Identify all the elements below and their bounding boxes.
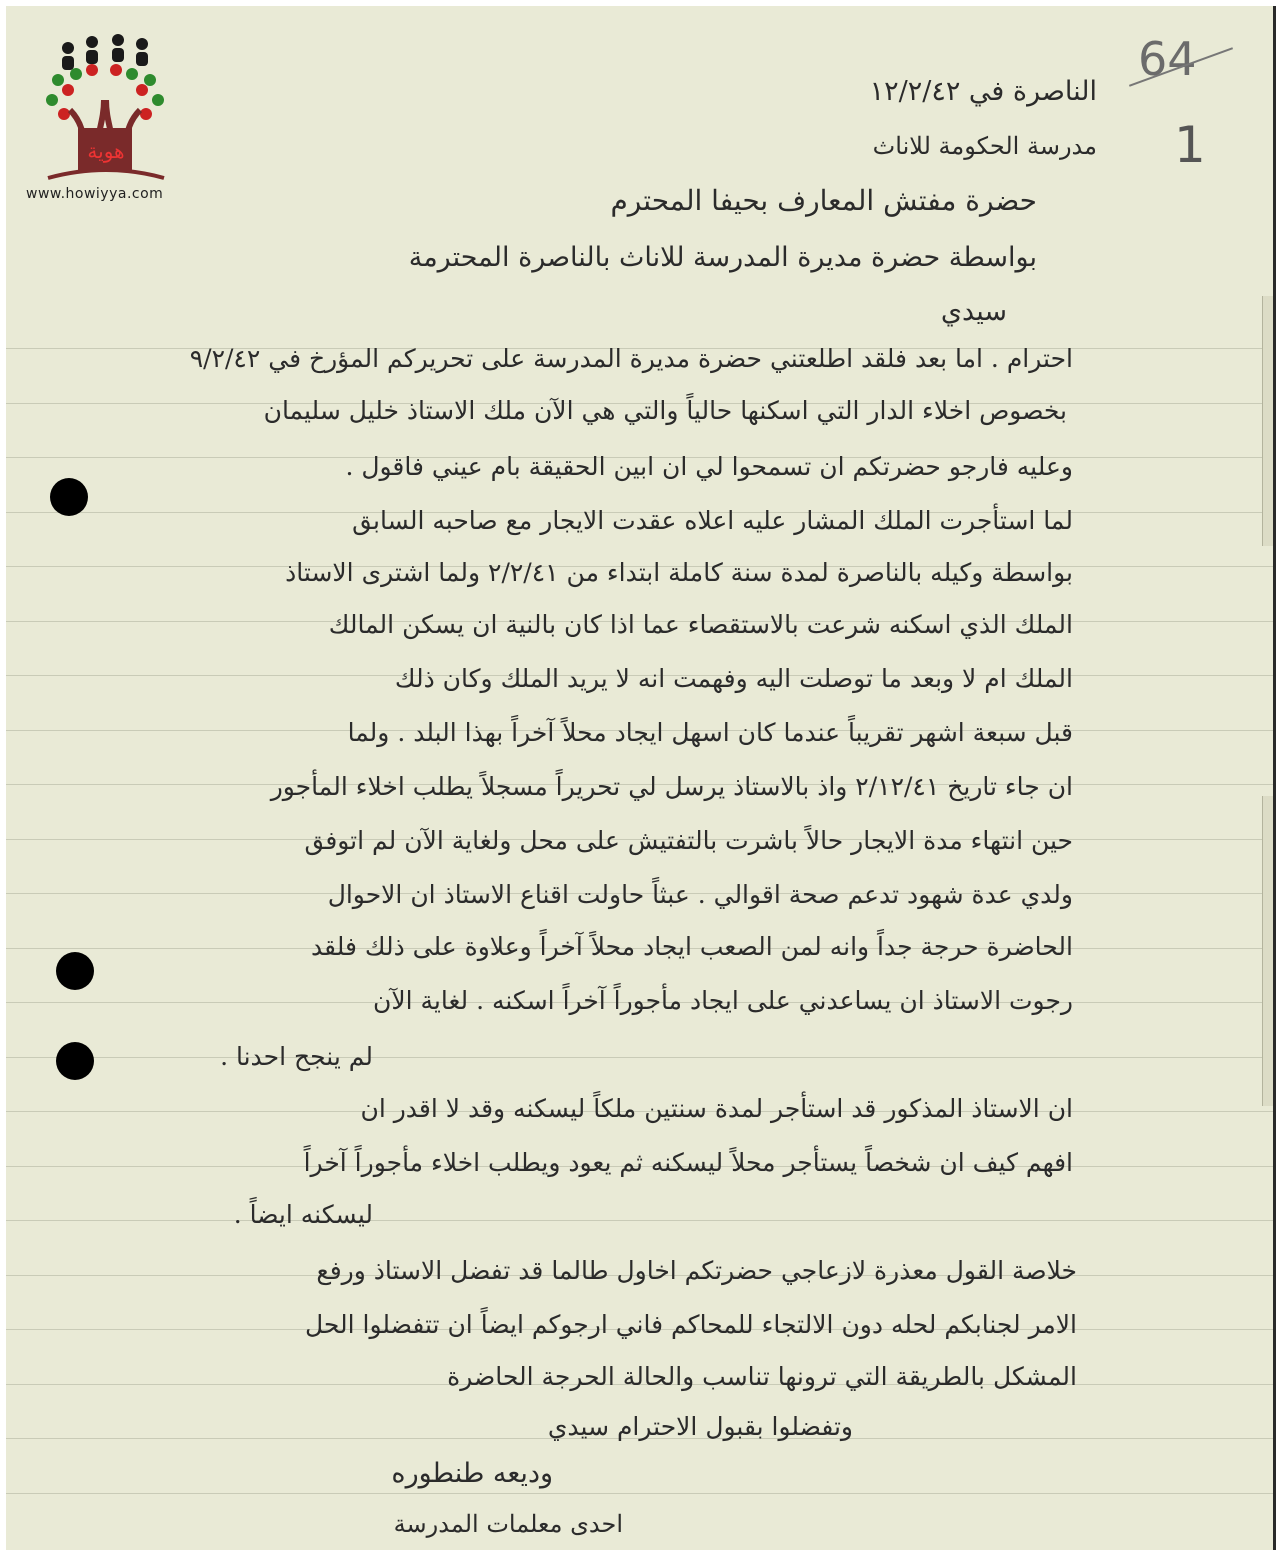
ruled-line	[6, 1493, 1273, 1494]
letter-sheet	[6, 6, 1276, 1550]
page-edge-tab	[1262, 296, 1273, 546]
body-line: احترام . اما بعد فلقد اطلعتني حضرة مديرة المدرسة على تحريركم المؤرخ في ٩/٢/٤٢	[189, 344, 1073, 373]
body-line: الحاضرة حرجة جداً وانه لمن الصعب ايجاد محلاً آخراً وعلاوة على ذلك فلقد	[310, 932, 1073, 961]
signature-name: وديعه طنطوره	[391, 1458, 553, 1489]
salutation: سيدي	[940, 296, 1007, 327]
via-line: بواسطة حضرة مديرة المدرسة للاناث بالناصرة المحترمة	[408, 242, 1037, 273]
punch-hole	[56, 952, 94, 990]
logo-text: هوية	[87, 139, 125, 163]
body-line: بواسطة وكيله بالناصرة لمدة سنة كاملة ابتداء من ٢/٢/٤١ ولما اشترى الاستاذ	[285, 558, 1073, 587]
body-line: وعليه فارجو حضرتكم ان تسمحوا لي ان ابين الحقيقة بام عيني فاقول .	[345, 452, 1073, 481]
body-line: المشكل بالطريقة التي ترونها تناسب والحالة الحرجة الحاضرة	[447, 1362, 1077, 1391]
page-edge-tab	[1262, 796, 1273, 1106]
body-line: لم ينجح احدنا .	[220, 1042, 373, 1071]
ruled-line	[6, 1057, 1273, 1058]
school-name: مدرسة الحكومة للاناث	[872, 132, 1097, 160]
folio-mark: 1	[1174, 116, 1206, 174]
body-line: الملك الذي اسكنه شرعت بالاستقصاء عما اذا كان بالنية ان يسكن المالك	[328, 610, 1073, 639]
punch-hole	[50, 478, 88, 516]
ruled-line	[6, 1220, 1273, 1221]
body-line: خلاصة القول معذرة لازعاجي حضرتكم اخاول طالما قد تفضل الاستاذ ورفع	[316, 1256, 1077, 1285]
body-line: رجوت الاستاذ ان يساعدني على ايجاد مأجوراً آخراً اسكنه . لغاية الآن	[372, 986, 1073, 1015]
body-line: ولدي عدة شهود تدعم صحة اقوالي . عبثاً حاولت اقناع الاستاذ ان الاحوال	[327, 880, 1073, 909]
body-line: وتفضلوا بقبول الاحترام سيدي	[547, 1412, 853, 1441]
body-line: لما استأجرت الملك المشار عليه اعلاه عقدت الايجار مع صاحبه السابق	[352, 506, 1073, 535]
body-line: بخصوص اخلاء الدار التي اسكنها حالياً والتي هي الآن ملك الاستاذ خليل سليمان	[263, 396, 1067, 425]
howiyya-logo	[22, 30, 192, 210]
page-number: 64	[1138, 32, 1197, 86]
body-line: ليسكنه ايضاً .	[233, 1200, 373, 1229]
body-line: حين انتهاء مدة الايجار حالاً باشرت بالتفتيش على محل ولغاية الآن لم اتوفق	[304, 826, 1073, 855]
body-line: افهم كيف ان شخصاً يستأجر محلاً ليسكنه ثم يعود ويطلب اخلاء مأجوراً آخراً	[303, 1148, 1073, 1177]
body-line: الملك ام لا وبعد ما توصلت اليه وفهمت انه لا يريد الملك وكان ذلك	[394, 664, 1073, 693]
body-line: قبل سبعة اشهر تقريباً عندما كان اسهل ايجاد محلاً آخراً بهذا البلد . ولما	[347, 718, 1073, 747]
body-line: ان الاستاذ المذكور قد استأجر لمدة سنتين ملكاً ليسكنه وقد لا اقدر ان	[360, 1094, 1073, 1123]
watermark-url: www.howiyya.com	[26, 186, 164, 202]
body-line: ان جاء تاريخ ٢/١٢/٤١ واذ بالاستاذ يرسل لي تحريراً مسجلاً يطلب اخلاء المأجور	[270, 772, 1073, 801]
body-line: الامر لجنابكم لحله دون الالتجاء للمحاكم فاني ارجوكم ايضاً ان تتفضلوا الحل	[304, 1310, 1077, 1339]
addressee: حضرة مفتش المعارف بحيفا المحترم	[610, 184, 1037, 217]
place-date: الناصرة في ١٢/٢/٤٢	[869, 76, 1097, 107]
punch-hole	[56, 1042, 94, 1080]
signature-title: احدى معلمات المدرسة	[393, 1510, 623, 1538]
